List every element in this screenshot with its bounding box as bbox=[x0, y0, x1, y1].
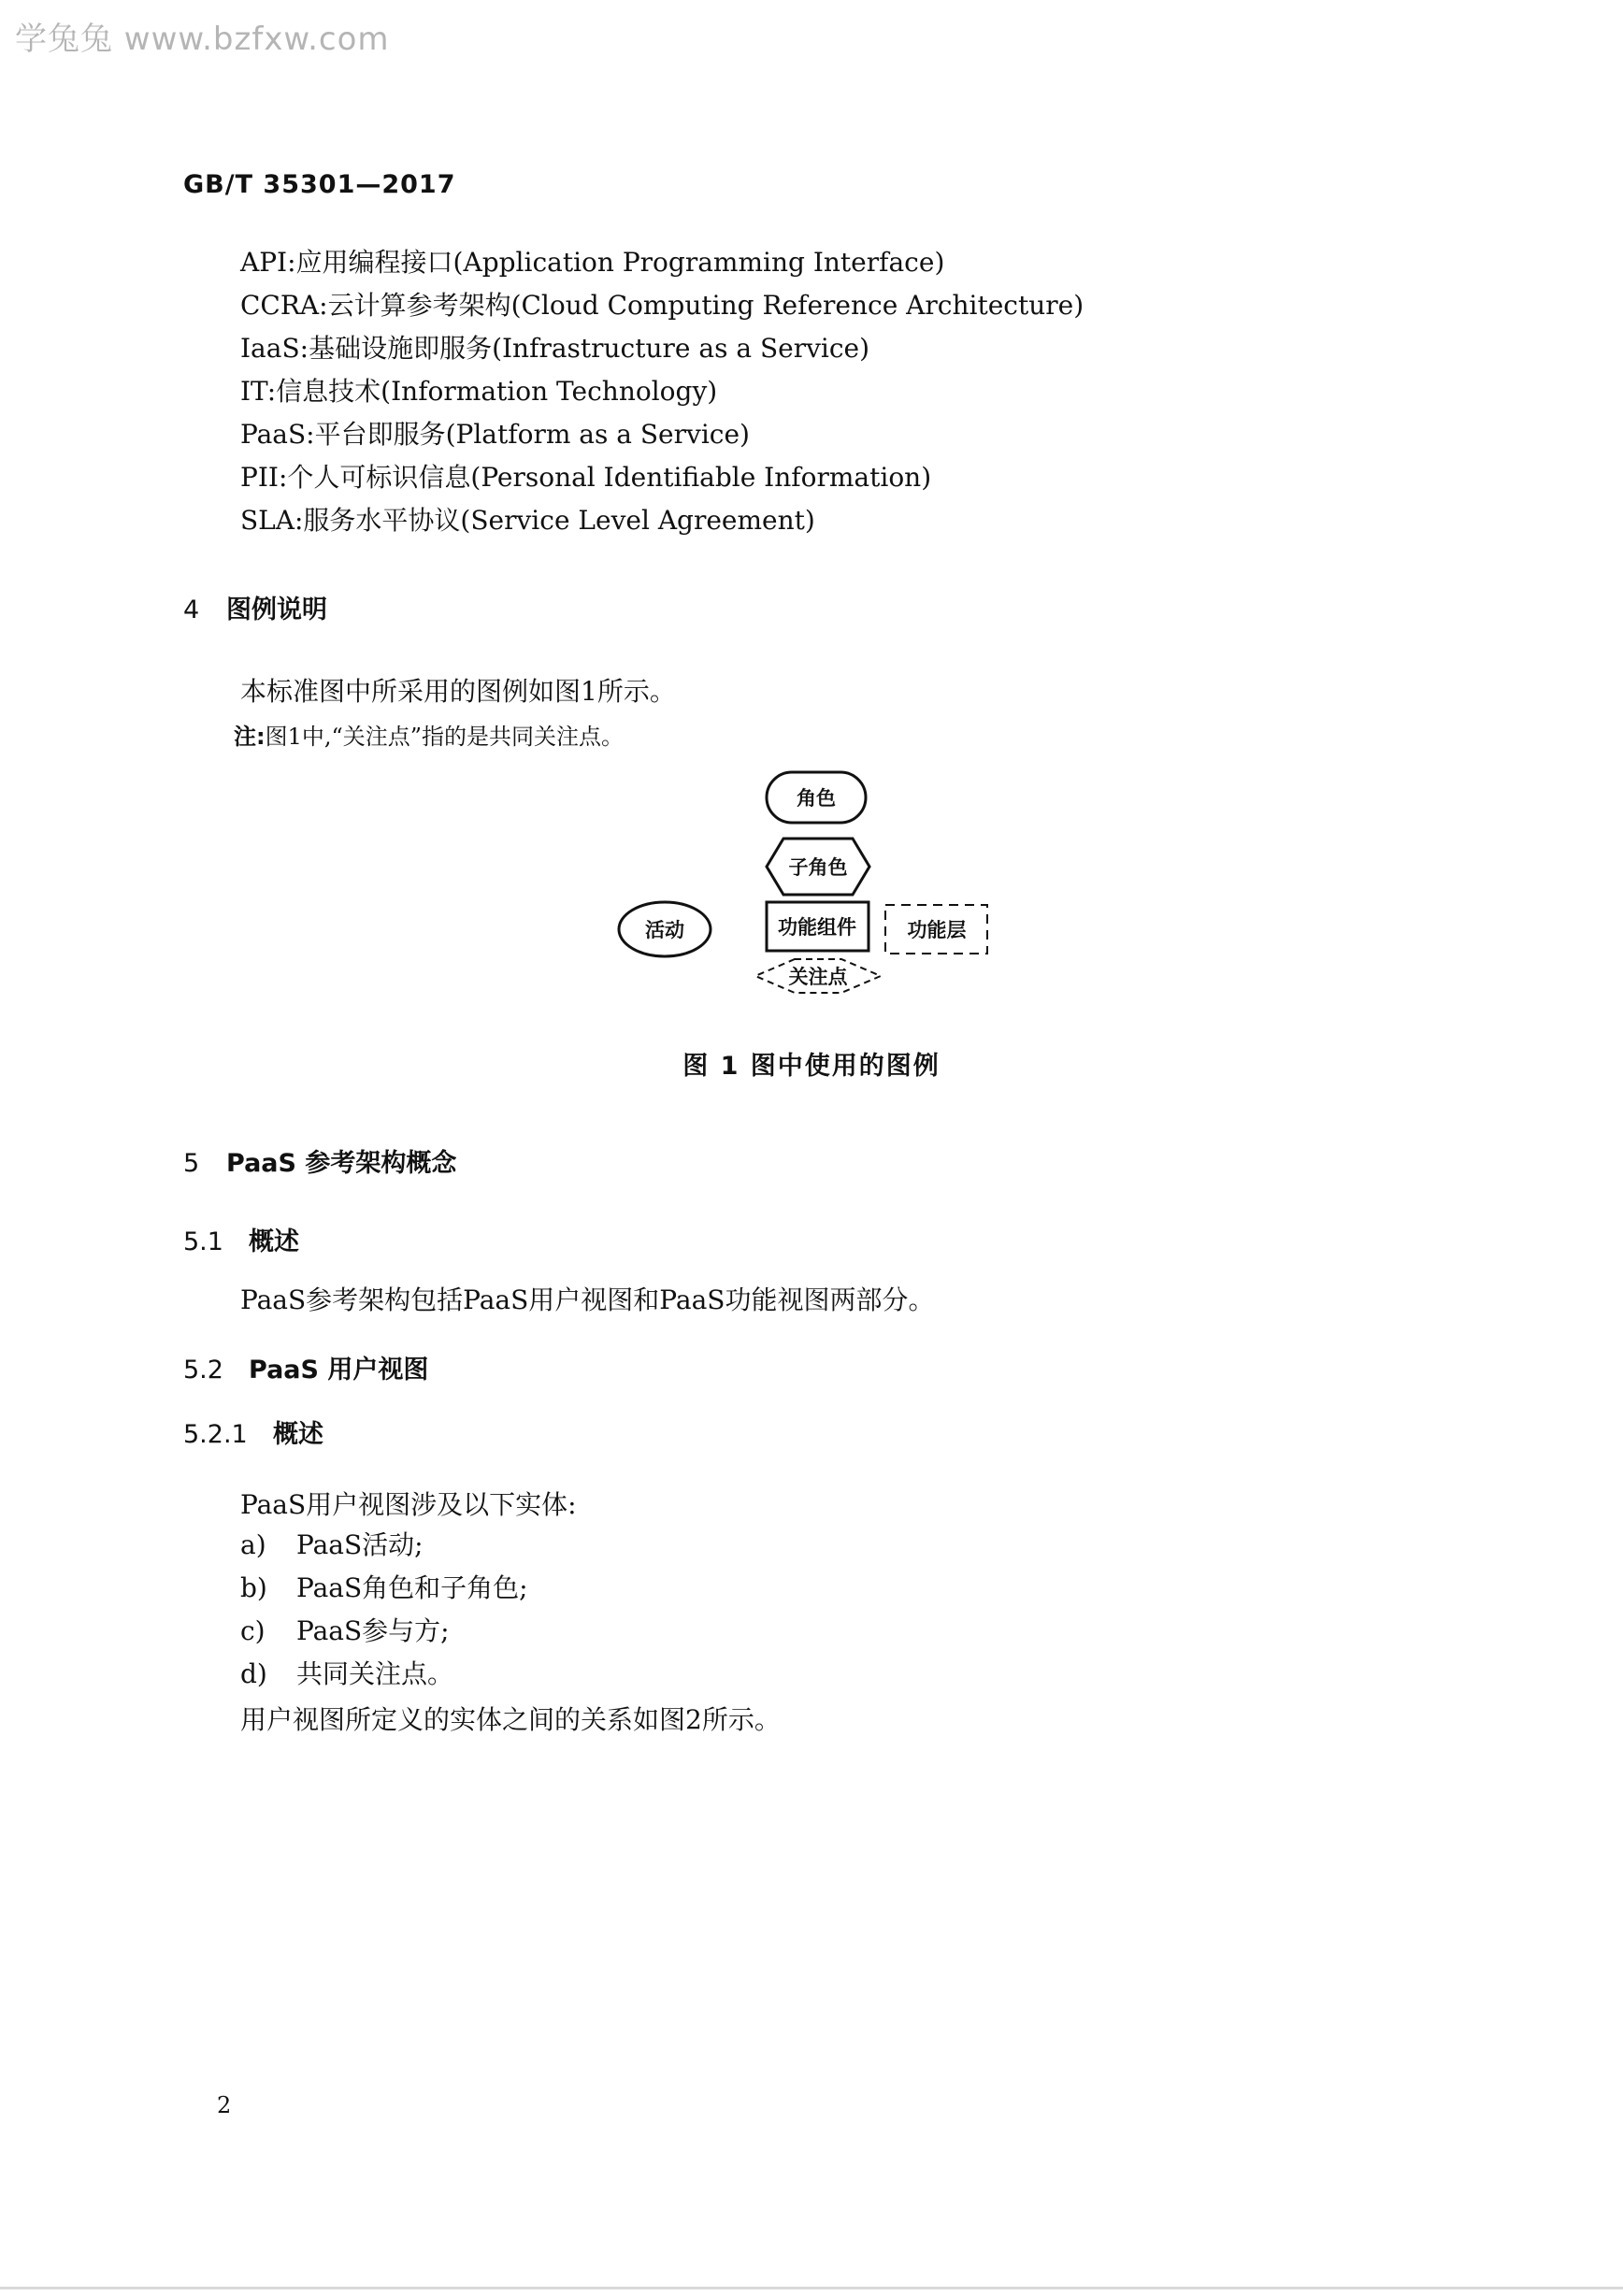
list-item bbox=[240, 1528, 528, 1571]
section-number: 5 bbox=[183, 1149, 200, 1178]
abbreviation-list bbox=[240, 245, 1084, 546]
list-item-text: 共同关注点。 bbox=[296, 1658, 454, 1689]
section-title: 概述 bbox=[249, 1227, 299, 1256]
list-marker: a) bbox=[240, 1529, 266, 1560]
abbreviation-item: SLA:服务水平协议(Service Level Agreement) bbox=[240, 505, 815, 536]
watermark: 学兔兔 www.bzfxw.com bbox=[15, 21, 390, 58]
section-5-heading bbox=[183, 1142, 456, 1179]
bottom-rule bbox=[0, 2287, 1623, 2289]
note-text: 图1中,“关注点”指的是共同关注点。 bbox=[265, 724, 625, 750]
layer-label: 功能层 bbox=[907, 919, 967, 941]
section-number: 5.2 bbox=[183, 1356, 223, 1385]
component-label: 功能组件 bbox=[778, 916, 856, 939]
list-marker: d) bbox=[240, 1658, 267, 1689]
list-marker: b) bbox=[240, 1572, 267, 1603]
concern-label: 关注点 bbox=[788, 966, 848, 988]
abbreviation-item: CCRA:云计算参考架构(Cloud Computing Reference Architecture) bbox=[240, 290, 1084, 321]
list-item bbox=[240, 1571, 528, 1614]
section-title: 概述 bbox=[273, 1420, 323, 1449]
abbreviation-item: PaaS:平台即服务(Platform as a Service) bbox=[240, 419, 750, 450]
section-title: 图例说明 bbox=[226, 596, 327, 624]
note bbox=[234, 718, 624, 751]
section-title: PaaS 参考架构概念 bbox=[226, 1149, 457, 1178]
section-5-1-heading bbox=[183, 1221, 299, 1257]
page-number: 2 bbox=[217, 2092, 232, 2118]
section-number: 4 bbox=[183, 596, 200, 624]
section-5-2-1-heading bbox=[183, 1413, 323, 1450]
section-5-2-1-intro: PaaS用户视图涉及以下实体: bbox=[240, 1489, 577, 1520]
list-item bbox=[240, 1657, 528, 1700]
section-5-1-text: PaaS参考架构包括PaaS用户视图和PaaS功能视图两部分。 bbox=[240, 1284, 935, 1315]
abbreviation-item: IaaS:基础设施即服务(Infrastructure as a Service) bbox=[240, 333, 870, 364]
list-item bbox=[240, 1614, 528, 1657]
subrole-label: 子角色 bbox=[788, 856, 848, 879]
list-item-text: PaaS参与方; bbox=[296, 1615, 450, 1646]
section-4-heading bbox=[183, 589, 327, 625]
list-item-text: PaaS角色和子角色; bbox=[296, 1572, 528, 1603]
document-id: GB/T 35301—2017 bbox=[183, 170, 456, 199]
section-4-text: 本标准图中所采用的图例如图1所示。 bbox=[240, 676, 676, 707]
activity-label: 活动 bbox=[645, 919, 684, 941]
list-marker: c) bbox=[240, 1615, 266, 1646]
list-item-text: PaaS活动; bbox=[296, 1529, 424, 1560]
section-5-2-1-closing: 用户视图所定义的实体之间的关系如图2所示。 bbox=[240, 1704, 781, 1735]
figure-1-caption: 图 1 图中使用的图例 bbox=[682, 1052, 941, 1081]
role-label: 角色 bbox=[797, 787, 836, 810]
abbreviation-item: IT:信息技术(Information Technology) bbox=[240, 376, 718, 407]
abbreviation-item: API:应用编程接口(Application Programming Interface) bbox=[240, 247, 945, 278]
note-label: 注: bbox=[234, 724, 266, 750]
section-number: 5.2.1 bbox=[183, 1420, 248, 1449]
section-title: PaaS 用户视图 bbox=[249, 1356, 429, 1385]
section-5-2-heading bbox=[183, 1349, 428, 1385]
legend-figure bbox=[617, 767, 1010, 1010]
entity-list bbox=[240, 1528, 528, 1700]
section-number: 5.1 bbox=[183, 1227, 223, 1256]
abbreviation-item: PII:个人可标识信息(Personal Identifiable Information) bbox=[240, 462, 932, 493]
